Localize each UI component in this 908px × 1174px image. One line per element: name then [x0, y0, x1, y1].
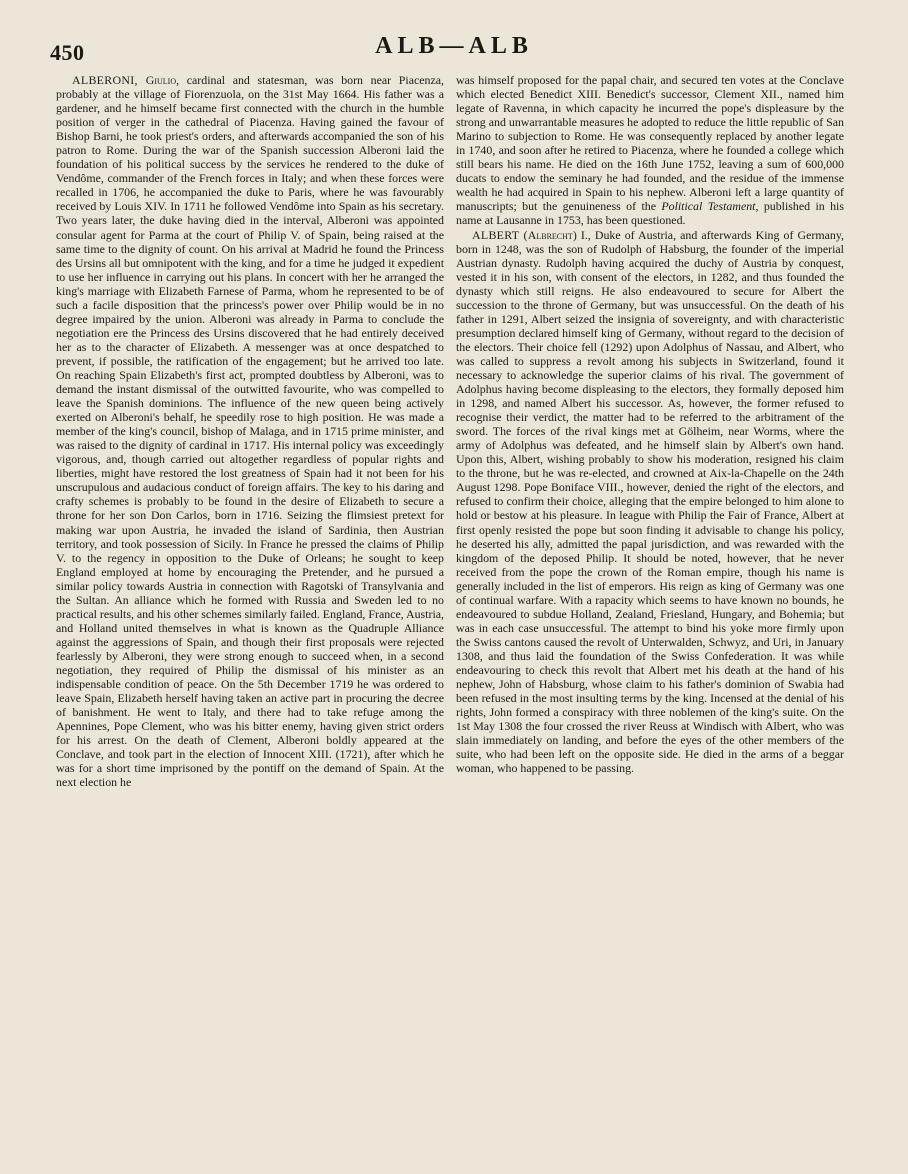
column-divider	[448, 80, 449, 1150]
entry-alberoni-cont-text-b: , published in his name at Lausanne in 1753, has been questioned.	[456, 199, 844, 228]
entry-albert-i	[456, 228, 844, 776]
headword-albert: ALBERT (	[472, 227, 528, 242]
running-head: ALB—ALB	[375, 33, 533, 59]
headword-alberoni: ALBERONI,	[72, 73, 146, 87]
political-testament-title: Political Testament	[661, 199, 756, 214]
entry-alberoni-text: , cardinal and statesman, was born near Piacenza, probably at the village of Fiorenzuola, on the 31st May 1664. His father was a gardener, and he himself became first connected with the church in the humble position of verger in the cathedral of Piacenza. Having gained the favour of Bishop Barni, he took priest's orders, and afterwards accompanied the son of his patron to Rome. During the war of the Spanish succession Alberoni laid the foundation of his political success by the services he rendered to the duke of Vendôme, commander of the French forces in Italy; and when these forces were recalled in 1706, he accompanied the duke to Paris, where he was favourably received by Louis XIV. In 1711 he followed Vendôme into Spain as his secretary. Two years later, the duke having died in the interval, Alberoni was appointed consular agent for Parma at the court of Philip V. of Spain, being raised at the same time to the dignity of count. On his arrival at Madrid he found the Princess des Ursins all but omnipotent with the king, and for a time he judged it expedient to use her influence in carrying out his plans. In concert with her he arranged the king's marriage with Elizabeth Farnese of Parma, whom he represented to be of such a facile disposition that the princess's power over Philip would be in no degree impaired by the union. Alberoni was already in Parma to conclude the negotiation ere the Princess des Ursins discovered that he had entirely deceived her as to the character of Elizabeth. A messenger was at once despatched to prevent, if possible, the ratification of the engagement; but he arrived too late. On reaching Spain Elizabeth's first act, prompted doubtless by Alberoni, was to demand the instant dismissal of the outwitted favourite, who was compelled to leave the Spanish dominions. The influence of the new queen being actively exerted on Alberoni's behalf, he speedily rose to high position. He was made a member of the king's council, bishop of Malaga, and in 1715 prime minister, and was raised to the dignity of cardinal in 1717. His internal policy was exceedingly vigorous, and, though carried out altogether regardless of popular rights and liberties, might have restored the lost greatness of Spain had it not been for his unscrupulous and audacious conduct of foreign affairs. The key to his daring and crafty schemes is probably to be found in the desire of Elizabeth to secure a throne for her son Don Carlos, born in 1716. Seizing the flimsiest pretext for making war upon Austria, he invaded the island of Sardinia, then Austrian territory, and took possession of Sicily. In France he pressed the claims of Philip V. to the regency in opposition to the Duke of Orleans; he sought to keep England employed at home by encouraging the Pretender, and he pursued a similar policy towards Austria in connection with Ragotski of Transylvania and the Sultan. An alliance which he formed with Russia and Sweden led to no practical results, and his other schemes similarly failed. England, France, Austria, and Holland united themselves in what is known as the Quadruple Alliance against the aggressions of Spain, and though their first proposals were rejected fearlessly by Alberoni, they were strong enough to succeed when, in a second negotiation, they required of Philip the dismissal of his minister as an indispensable condition of peace. On the 5th December 1719 he was ordered to leave Spain, Elizabeth herself having taken an active part in procuring the decree of banishment. He went to Italy, and there had to take refuge among the Apennines, Pope Clement, who was his bitter enemy, having given strict orders for his arrest. On the death of Clement, Alberoni boldly appeared at the Conclave, and took part in the election of Innocent XIII. (1721), after which he was for a short time imprisoned by the pontiff on the demand of Spain. At the next election he	[56, 73, 444, 790]
entry-alberoni-continued	[456, 73, 844, 228]
left-column	[56, 73, 444, 789]
entry-alberoni-cont-text-a: was himself proposed for the papal chair, and secured ten votes at the Conclave which elected Benedict XIII. Benedict's successor, Clement XII., named him legate of Ravenna, in which capacity he incurred the pope's displeasure by the strong and unwarrantable measures he adopted to reduce the little republic of San Marino to subjection to Rome. He was consequently replaced by another legate in 1740, and soon after he retired to Piacenza, where he founded a college which still bears his name. He died on the 16th June 1752, leaving a sum of 600,000 ducats to endow the seminary he had founded, and the residue of the immense wealth he had acquired in Spain to his nephew. Alberoni left a large quantity of manuscripts; but the genuineness of the	[456, 73, 844, 214]
entry-albert-text: ) I., Duke of Austria, and afterwards King of Germany, born in 1248, was the son of Rudolph of Habsburg, the founder of the imperial Austrian dynasty. Rudolph having acquired the duchy of Austria by conquest, vested it in his son, with consent of the electors, in 1282, and thus founded the dynasty which still reigns. He also endeavoured to secure for Albert the succession to the throne of Germany, but was unsuccessful. On the death of his father in 1291, Albert seized the insignia of sovereignty, and with characteristic presumption declared himself king of Germany, without regard to the decision of the electors. Their choice fell (1292) upon Adolphus of Nassau, and Albert, who was called to suppress a revolt among his subjects in Switzerland, found it necessary to acknowledge the superior claims of his rival. The government of Adolphus having become displeasing to the electors, they formally deposed him in 1298, and named Albert his successor. As, however, the former refused to recognise their verdict, the matter had to be referred to the arbitrament of the sword. The forces of the rival kings met at Gölheim, near Worms, where the army of Adolphus was defeated, and he himself slain by Albert's own hand. Upon this, Albert, wishing probably to show his moderation, resigned his claim to the throne, but he was re-elected, and crowned at Aix-la-Chapelle on the 24th August 1298. Pope Boniface VIII., however, denied the right of the electors, and refused to confirm their choice, alleging that the empire belonged to him alone to hold or bestow at his pleasure. In league with Philip the Fair of France, Albert at first openly resisted the pope but soon finding it advisable to change his policy, he deserted his ally, admitted the papal jurisdiction, and was rewarded with the kingdom of the deposed Philip. It should be noted, however, that he never received from the pope the crown of the Roman empire, though his name is generally included in the list of emperors. His reign as king of Germany was one of continual warfare. With a rapacity which seems to have known no bounds, he endeavoured to subdue Holland, Zealand, Friesland, Hungary, and Bohemia; but was in each case unsuccessful. The attempt to bind his yoke more firmly upon the Swiss cantons caused the revolt of Unterwalden, Schwyz, and Uri, in January 1308, and thus laid the foundation of the Swiss Confederation. It was while endeavouring to check this revolt that Albert met his death at the hand of his nephew, John of Habsburg, whose claim to his father's dominion of Swabia had been refused in the most insulting terms by the king. Incensed at the denial of his rights, John formed a conspiracy with three noblemen of the king's suite. On the 1st May 1308 the four crossed the river Reuss at Windisch with Albert, who was slain immediately on landing, and before the eyes of the other members of the suite, who had been left on the opposite side. He died in the arms of a beggar woman, who happened to be passing.	[456, 227, 844, 776]
page-number: 450	[50, 40, 85, 65]
right-column	[456, 73, 844, 775]
given-name-giulio: Giulio	[145, 73, 177, 87]
entry-alberoni	[56, 73, 444, 789]
alt-name-albrecht: Albrecht	[527, 227, 573, 242]
